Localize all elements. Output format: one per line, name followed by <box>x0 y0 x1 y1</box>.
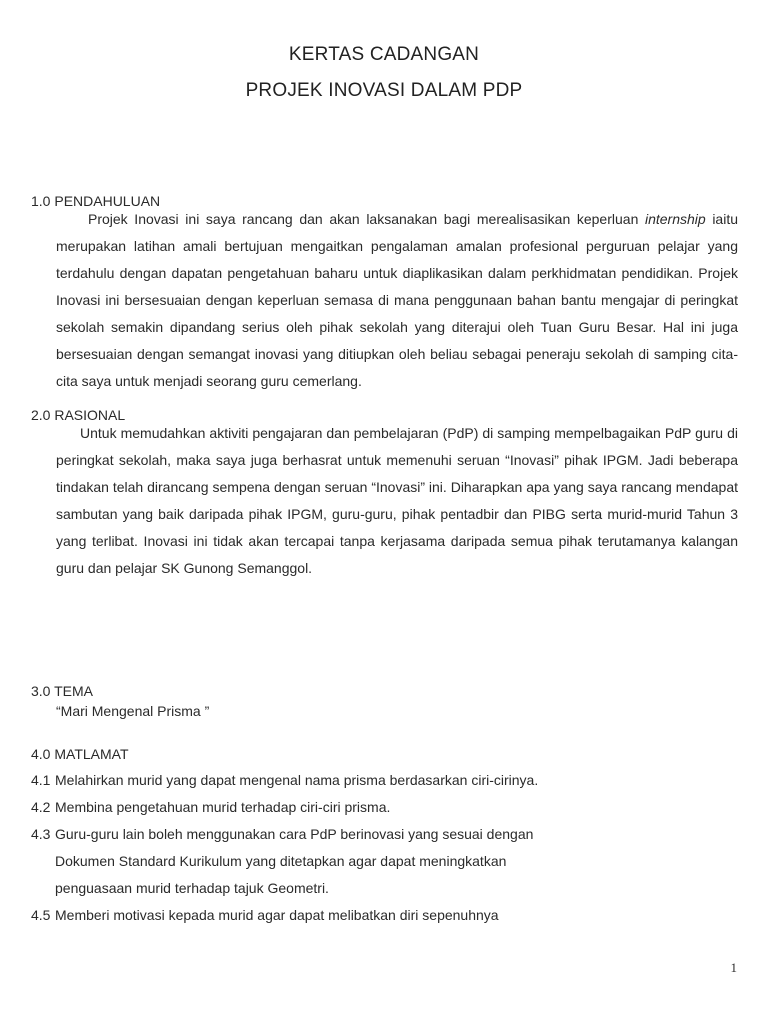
section-heading-pendahuluan: 1.0 PENDAHULUAN <box>31 193 161 209</box>
goal-item <box>31 902 631 929</box>
goal-text: Memberi motivasi kepada murid agar dapat melibatkan diri sepenuhnya <box>55 907 499 923</box>
goal-text: Melahirkan murid yang dapat mengenal nama prisma berdasarkan ciri-cirinya. <box>55 772 539 788</box>
section-body-pendahuluan <box>56 206 738 395</box>
section-heading-matlamat: 4.0 MATLAMAT <box>31 746 129 762</box>
section-body-rasional <box>56 420 738 582</box>
pendahuluan-text-b: iaitu merupakan latihan amali bertujuan mengaitkan pengalaman amalan profesional perguruan pelajar yang terdahulu dengan dapatan pengetahuan baharu untuk diaplikasikan dalam perkhidmatan pendidikan. Projek Inovasi ini bersesuaian dengan keperluan semasa di mana penggunaan bahan bantu mengajar di peringkat sekolah semakin dipandang serius oleh pihak sekolah yang diterajui oleh Tuan Guru Besar. Hal ini juga bersesuaian dengan semangat inovasi yang ditiupkan oleh beliau sebagai peneraju sekolah di samping cita-cita saya untuk menjadi seorang guru cemerlang. <box>56 211 738 389</box>
document-subtitle: PROJEK INOVASI DALAM PDP <box>245 80 523 101</box>
goal-text-continued: Dokumen Standard Kurikulum yang ditetapkan agar dapat meningkatkan <box>55 853 507 869</box>
goal-item <box>31 767 631 794</box>
goal-number: 4.5 <box>31 907 51 923</box>
section-heading-tema: 3.0 TEMA <box>31 683 93 699</box>
goal-number: 4.2 <box>31 799 51 815</box>
document-title: KERTAS CADANGAN <box>288 44 480 65</box>
goal-number: 4.1 <box>31 772 51 788</box>
goal-item <box>31 794 631 821</box>
page-number: 1 <box>730 960 737 975</box>
section-heading-rasional: 2.0 RASIONAL <box>31 407 126 423</box>
goal-text: Guru-guru lain boleh menggunakan cara PdP berinovasi yang sesuai dengan <box>55 826 534 842</box>
tema-text: “Mari Mengenal Prisma ” <box>56 703 210 719</box>
goal-item <box>31 821 631 902</box>
goal-text-continued: penguasaan murid terhadap tajuk Geometri. <box>55 880 329 896</box>
goal-number: 4.3 <box>31 826 51 842</box>
rasional-text: Untuk memudahkan aktiviti pengajaran dan pembelajaran (PdP) di samping mempelbagaikan PdP guru di peringkat sekolah, maka saya juga berhasrat untuk memenuhi seruan “Inovasi” pihak IPGM. Jadi beberapa tindakan telah dirancang sempena dengan seruan “Inovasi” ini. Diharapkan apa yang saya rancang mendapat sambutan yang baik daripada pihak IPGM, guru-guru, pihak pentadbir dan PIBG serta murid-murid Tahun 3 yang terlibat. Inovasi ini tidak akan tercapai tanpa kerjasama daripada semua pihak terutamanya kalangan guru dan pelajar SK Gunong Semanggol. <box>56 425 738 576</box>
pendahuluan-text-a: Projek Inovasi ini saya rancang dan akan laksanakan bagi merealisasikan keperluan <box>88 211 645 227</box>
pendahuluan-emphasis: internship <box>644 211 706 227</box>
goal-text: Membina pengetahuan murid terhadap ciri-ciri prisma. <box>55 799 391 815</box>
